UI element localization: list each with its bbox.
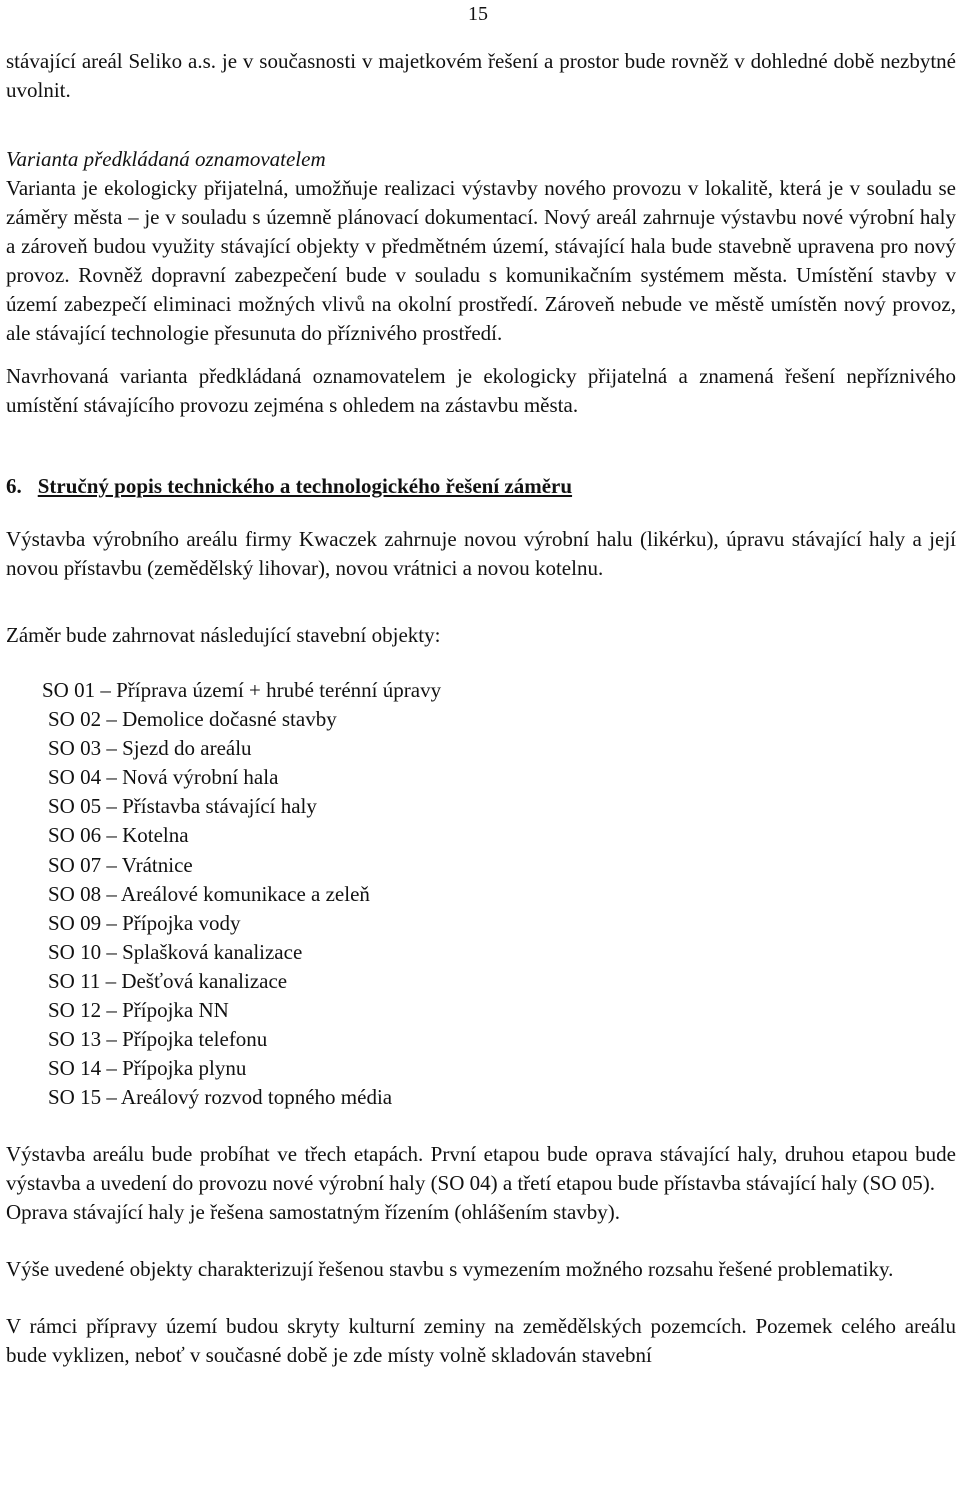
list-item: SO 09 – Přípojka vody — [48, 910, 241, 935]
list-item: SO 10 – Splašková kanalizace — [48, 939, 303, 964]
section-title: Stručný popis technického a technologického řešení záměru — [37, 474, 573, 498]
intro-paragraph-1: stávající areál Seliko a.s. je v současnosti v majetkovém řešení a prostor bude rovněž v dohledné době nezbytné uvolnit. — [6, 49, 956, 102]
intro-paragraph-3: Navrhovaná varianta předkládaná oznamovatelem je ekologicky přijatelná a znamená řešení nepříznivého umístění stávajícího provozu zejména s ohledem na zástavbu města. — [6, 364, 956, 417]
intro-paragraph-2: Varianta je ekologicky přijatelná, umožňuje realizaci výstavby nového provozu v lokalitě, která je v souladu se záměry města – je v souladu s územně plánovací dokumentací. Nový areál zahrnuje výstavbu nové výrobní haly a zároveň budou využity stávající objekty v předmětném území, stávající hala bude stavebně upravena pro nový provoz. Rovněž dopravní zabezpečení bude v souladu s komunikačním systémem města. Umístění stavby v území zabezpečí eliminaci možných vlivů na okolní prostředí. Zároveň nebude ve městě umístěn nový provoz, ale stávající technologie přesunuta do příznivého prostředí. — [6, 176, 956, 345]
list-item: SO 08 – Areálové komunikace a zeleň — [48, 881, 370, 906]
section-6-paragraph-3: Oprava stávající haly je řešena samostatným řízením (ohlášením stavby). — [6, 1200, 621, 1225]
list-item: SO 02 – Demolice dočasné stavby — [48, 707, 337, 732]
list-item: SO 04 – Nová výrobní hala — [48, 765, 279, 790]
list-item: SO 11 – Dešťová kanalizace — [48, 968, 288, 993]
list-item: SO 14 – Přípojka plynu — [48, 1056, 247, 1081]
list-item: SO 03 – Sjezd do areálu — [48, 736, 252, 761]
section-6-paragraph-1: Výstavba výrobního areálu firmy Kwaczek zahrnuje novou výrobní halu (likérku), úpravu stávající haly a její novou přístavbu (zemědělský lihovar), novou vrátnici a novou kotelnu. — [6, 527, 956, 580]
list-item: SO 15 – Areálový rozvod topného média — [48, 1085, 393, 1110]
section-6-paragraph-5: V rámci přípravy území budou skryty kulturní zeminy na zemědělských pozemcích. Pozemek celého areálu bude vyklizen, neboť v současné době je zde místy volně skladován stavební — [6, 1314, 956, 1368]
section-6-heading — [6, 472, 956, 501]
variant-heading: Varianta předkládaná oznamovatelem — [6, 147, 326, 171]
section-6-paragraph-2: Výstavba areálu bude probíhat ve třech etapách. První etapou bude oprava stávající haly, druhou etapou bude výstavba a uvedení do provozu nové výrobní haly (SO 04) a třetí etapou bude přístavba stávající haly (SO 05). — [6, 1142, 956, 1196]
list-item: SO 05 – Přístavba stávající haly — [48, 794, 317, 819]
list-item: SO 12 – Přípojka NN — [48, 998, 229, 1023]
document-body — [6, 47, 956, 1370]
objects-intro: Záměr bude zahrnovat následující stavební objekty: — [6, 623, 441, 647]
list-item: SO 06 – Kotelna — [48, 823, 189, 848]
building-objects-list — [6, 676, 956, 1112]
list-item: SO 01 – Příprava území + hrubé terénní úpravy — [42, 678, 442, 702]
section-6-paragraph-4: Výše uvedené objekty charakterizují řešenou stavbu s vymezením možného rozsahu řešené problematiky. — [6, 1257, 894, 1282]
list-item: SO 07 – Vrátnice — [48, 852, 193, 877]
section-number: 6. — [6, 474, 22, 498]
page-number: 15 — [468, 3, 488, 25]
list-item: SO 13 – Přípojka telefonu — [48, 1027, 268, 1052]
